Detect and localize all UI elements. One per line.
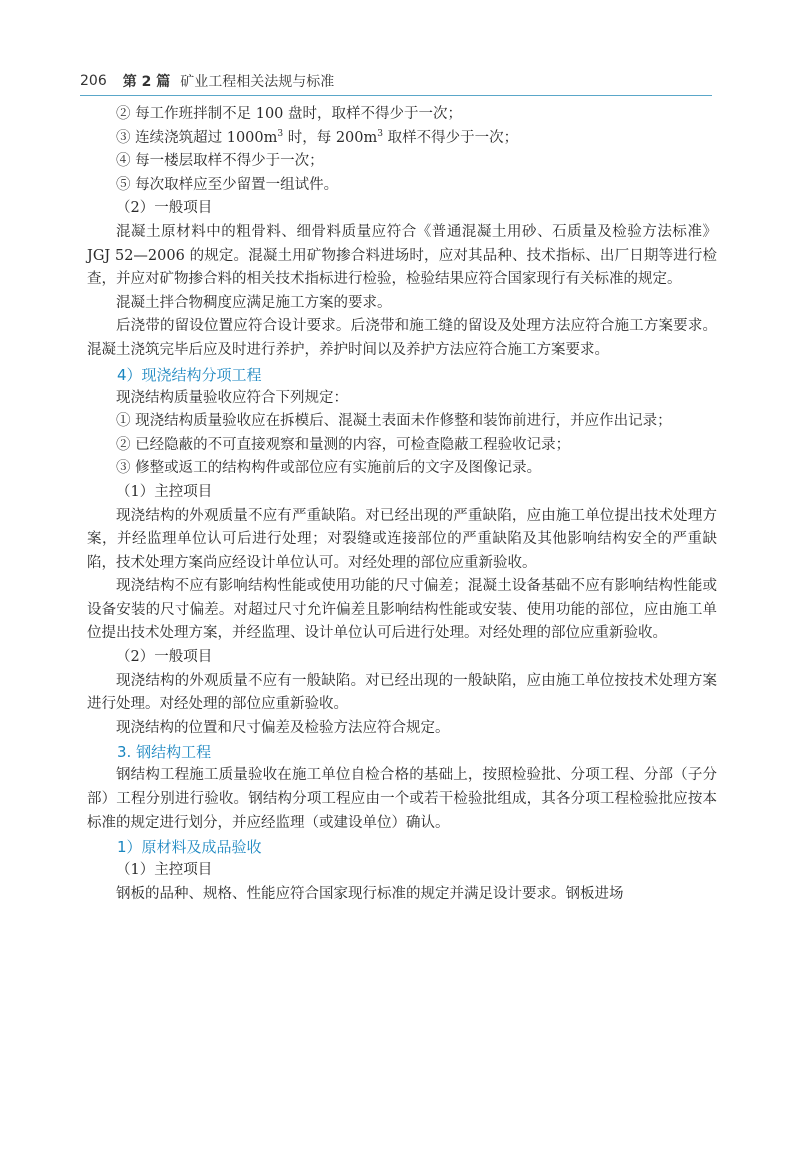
- running-title: 矿业工程相关法规与标准: [180, 74, 335, 90]
- paragraph: 现浇结构质量验收应符合下列规定：: [116, 389, 348, 406]
- paragraph: 现浇结构不应有影响结构性能或使用功能的尺寸偏差；混凝土设备基础不应有影响结构性能或设备安装的尺寸偏差。对超过尺寸允许偏差且影响结构性能或安装、使用功能的部位，应由施工单位提出技术处理方案，并经监理、设计单位认可后进行处理。对经处理的部位应重新验收。: [87, 578, 717, 642]
- section-heading: 3. 钢结构工程: [117, 743, 212, 762]
- header-rule: [80, 95, 712, 96]
- paragraph: ⑤ 每次取样应至少留置一组试件。: [116, 176, 339, 193]
- paragraph: ② 每工作班拌制不足 100 盘时，取样不得少于一次；: [116, 106, 463, 122]
- paragraph: ④ 每一楼层取样不得少于一次；: [116, 153, 324, 170]
- paragraph: 混凝土拌合物稠度应满足施工方案的要求。: [116, 294, 392, 311]
- paragraph: 混凝土原材料中的粗骨料、细骨料质量应符合《普通混凝土用砂、石质量及检验方法标准》JGJ 52—2006 的规定。混凝土用矿物掺合料进场时，应对其品种、技术指标、出厂日期等进行检查，并应对矿物掺合料的相关技术指标进行检验，检验结果应符合国家现行有关标准的规定。: [87, 223, 717, 288]
- subsection-label: （2）一般项目: [116, 200, 213, 217]
- paragraph: 现浇结构的外观质量不应有一般缺陷。对已经出现的一般缺陷，应由施工单位按技术处理方案进行处理。对经处理的部位应重新验收。: [87, 672, 717, 713]
- subsection-label: （1）主控项目: [116, 483, 213, 500]
- page-number: 206: [80, 73, 107, 89]
- paragraph: ③ 连续浇筑超过 $1000m^3$ 时，每 $200m^3$ 取样不得少于一次；: [116, 128, 519, 146]
- subsection-label: （2）一般项目: [116, 649, 213, 666]
- paragraph: ③ 修整或返工的结构构件或部位应有实施前后的文字及图像记录。: [116, 460, 542, 477]
- paragraph: 钢结构工程施工质量验收在施工单位自检合格的基础上，按照检验批、分项工程、分部（子分部）工程分别进行验收。钢结构分项工程应由一个或若干检验批组成，其各分项工程检验批应按本标准的规定进行划分，并应经监理（或建设单位）确认。: [87, 767, 717, 831]
- paragraph: 现浇结构的外观质量不应有严重缺陷。对已经出现的严重缺陷，应由施工单位提出技术处理方案，并经监理单位认可后进行处理；对裂缝或连接部位的严重缺陷及其他影响结构安全的严重缺陷，技术处理方案尚应经设计单位认可。对经处理的部位应重新验收。: [87, 507, 717, 571]
- paragraph: 后浇带的留设位置应符合设计要求。后浇带和施工缝的留设及处理方法应符合施工方案要求。混凝土浇筑完毕后应及时进行养护，养护时间以及养护方法应符合施工方案要求。: [87, 318, 717, 358]
- section-heading: 4）现浇结构分项工程: [117, 365, 262, 384]
- subsection-label: （1）主控项目: [116, 862, 213, 879]
- paragraph: ② 已经隐蔽的不可直接观察和量测的内容，可检查隐蔽工程验收记录；: [116, 436, 571, 453]
- paragraph: 钢板的品种、规格、性能应符合国家现行标准的规定并满足设计要求。钢板进场: [116, 885, 624, 902]
- paragraph: ① 现浇结构质量验收应在拆模后、混凝土表面未作修整和装饰前进行，并应作出记录；: [116, 413, 672, 430]
- page-header: [80, 68, 712, 94]
- page-body: [87, 103, 717, 906]
- part-label: 第 2 篇: [122, 74, 171, 90]
- paragraph: 现浇结构的位置和尺寸偏差及检验方法应符合规定。: [116, 719, 450, 736]
- section-heading: 1）原材料及成品验收: [117, 838, 262, 857]
